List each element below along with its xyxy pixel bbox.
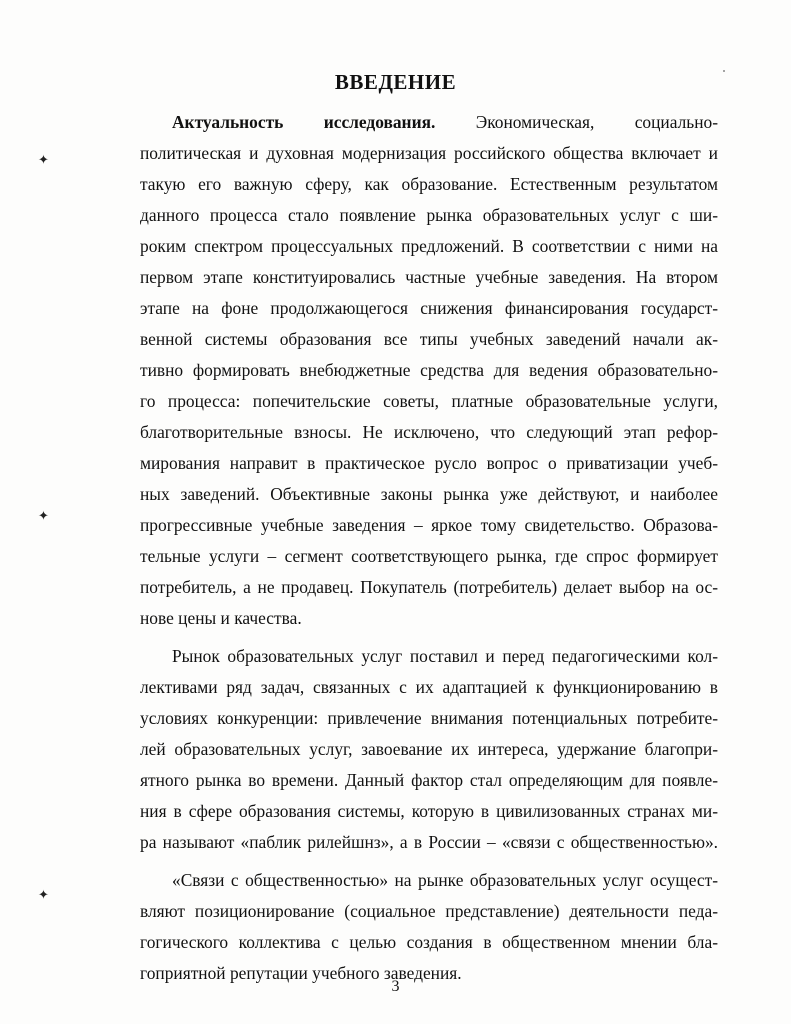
- paragraph-line: «Связи с общественностью» на рынке образовательных услуг осущест-: [172, 870, 718, 890]
- paragraph-line: венной системы образования все типы учебных заведений начали ак-: [140, 329, 718, 349]
- paragraph-line: тельные услуги – сегмент соответствующего рынка, где спрос формирует: [140, 546, 718, 566]
- scan-mark: ✦: [38, 152, 49, 167]
- paragraph-line: такую его важную сферу, как образование. Естественным результатом: [140, 174, 718, 194]
- scan-mark: ✦: [38, 508, 49, 523]
- paragraph-line: роким спектром процессуальных предложений. В соответствии с ними на: [140, 236, 718, 256]
- paragraph-line: политическая и духовная модернизация российского общества включает и: [140, 143, 718, 163]
- paragraph-line: первом этапе конституировались частные учебные заведения. На втором: [140, 267, 718, 287]
- paragraph-line: ятного рынка во времени. Данный фактор стал определяющим для появле-: [140, 770, 718, 790]
- paragraph-line: данного процесса стало появление рынка образовательных услуг с ши-: [140, 205, 718, 225]
- paragraph-line: вляют позиционирование (социальное представление) деятельности педа-: [140, 901, 718, 921]
- paragraph-line: нове цены и качества.: [140, 608, 302, 628]
- paragraph-line: условиях конкуренции: привлечение внимания потенциальных потребите-: [140, 708, 718, 728]
- paragraph-line: лей образовательных услуг, завоевание их интереса, удержание благопри-: [140, 739, 718, 759]
- page-number: 3: [391, 978, 400, 995]
- paragraph-line: потребитель, а не продавец. Покупатель (потребитель) делает выбор на ос-: [140, 577, 718, 597]
- paragraph-line: гогического коллектива с целью создания в общественном мнении бла-: [140, 932, 718, 952]
- scan-mark: ✦: [38, 887, 49, 902]
- paragraph-line: этапе на фоне продолжающегося снижения финансирования государст-: [140, 298, 718, 318]
- paragraph-line: го процесса: попечительские советы, платные образовательные услуги,: [140, 391, 718, 411]
- paragraph-line: тивно формировать внебюджетные средства для ведения образовательно-: [140, 360, 718, 380]
- paragraph-line: прогрессивные учебные заведения – яркое тому свидетельство. Образова-: [140, 515, 718, 535]
- paragraph-line: ных заведений. Объективные законы рынка уже действуют, и наиболее: [140, 484, 718, 504]
- paragraph-line: ра называют «паблик рилейшнз», а в России – «связи с общественностью».: [140, 832, 718, 852]
- paragraph-line: благотворительные взносы. Не исключено, что следующий этап рефор-: [140, 422, 718, 442]
- paragraph-line: гоприятной репутации учебного заведения.: [140, 963, 462, 983]
- paragraph-lead: Актуальность исследования.: [172, 112, 436, 132]
- paragraph-line: ния в сфере образования системы, которую в цивилизованных странах ми-: [140, 801, 718, 821]
- paragraph-line: Актуальность исследования. Экономическая, социально-: [172, 112, 718, 132]
- page-title: ВВЕДЕНИЕ: [334, 70, 457, 94]
- paragraph-line: мирования направит в практическое русло вопрос о приватизации учеб-: [140, 453, 718, 473]
- paragraph-line: лективами ряд задач, связанных с их адаптацией к функционированию в: [140, 677, 718, 697]
- paragraph-line: Рынок образовательных услуг поставил и перед педагогическими кол-: [172, 646, 718, 666]
- scan-dot: [723, 70, 725, 72]
